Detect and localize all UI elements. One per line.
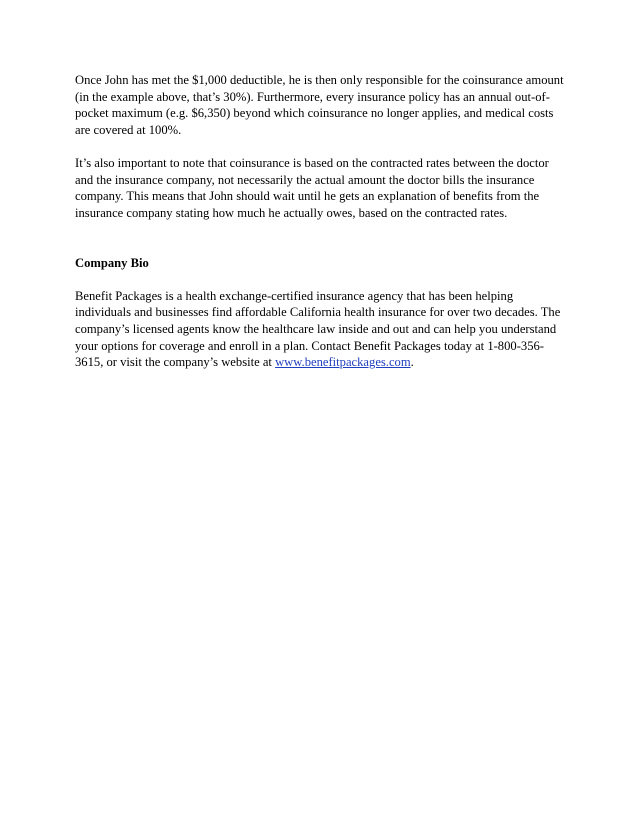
- paragraph-line: Once John has met the $1,000 deductible, he is then only responsible for the coinsurance amount: [75, 73, 564, 87]
- paragraph-line: company. This means that John should wait until he gets an explanation of benefits from the: [75, 189, 540, 204]
- company-bio-paragraph: [75, 288, 571, 371]
- paragraph-line: insurance company stating how much he actually owes, based on the contracted rates.: [75, 205, 508, 220]
- paragraph-line: your options for coverage and enroll in a plan. Contact Benefit Packages today at 1-800-356-: [75, 338, 544, 353]
- paragraph-line: (in the example above, that’s 30%). Furthermore, every insurance policy has an annual out-of-: [75, 89, 550, 104]
- section-spacer: [75, 238, 571, 255]
- paragraph-line: It’s also important to note that coinsurance is based on the contracted rates between the doctor: [75, 155, 549, 170]
- paragraph-line-with-link: [75, 354, 571, 371]
- website-link[interactable]: www.benefitpackages.com: [275, 355, 411, 370]
- paragraph-line: and the insurance company, not necessarily the actual amount the doctor bills the insurance: [75, 172, 535, 187]
- paragraph-line: pocket maximum (e.g. $6,350) beyond which coinsurance no longer applies, and medical costs: [75, 106, 554, 121]
- coinsurance-paragraph: [75, 72, 571, 138]
- paragraph-line: company’s licensed agents know the healthcare law inside and out and can help you understand: [75, 321, 557, 336]
- document-body: [75, 72, 571, 387]
- link-suffix-text: .: [410, 355, 414, 370]
- contracted-rates-paragraph: [75, 155, 571, 221]
- paragraph-line: individuals and businesses find affordable California health insurance for over two decades. The: [75, 305, 561, 320]
- company-bio-heading: Company Bio: [75, 255, 149, 270]
- paragraph-line: are covered at 100%.: [75, 122, 182, 137]
- link-prefix-text: 3615, or visit the company’s website at: [75, 355, 276, 370]
- paragraph-line: Benefit Packages is a health exchange-certified insurance agency that has been helping: [75, 288, 514, 303]
